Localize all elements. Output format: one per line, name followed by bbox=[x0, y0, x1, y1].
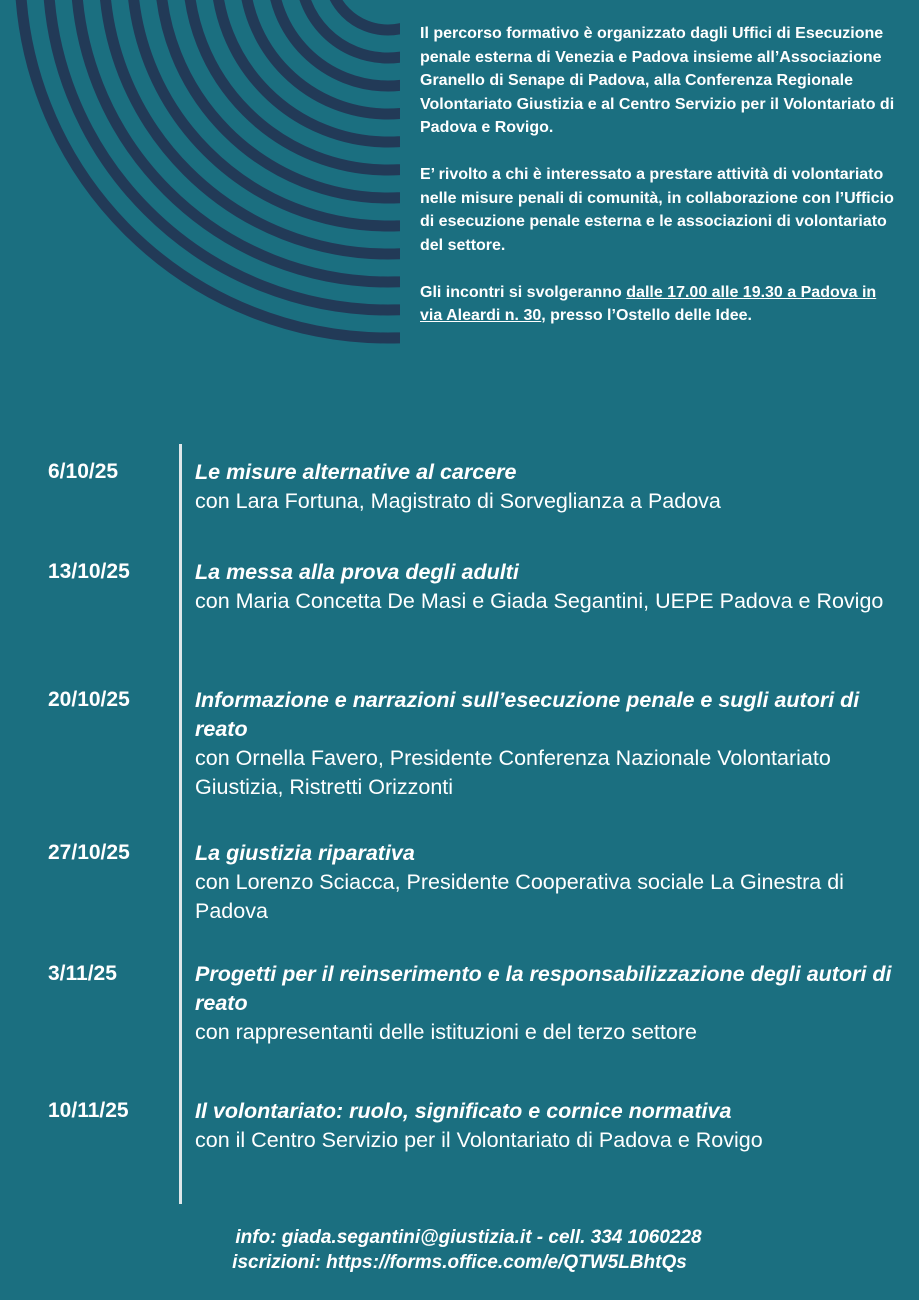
event-title: Informazione e narrazioni sull’esecuzione penale e sugli autori di reato bbox=[195, 688, 860, 741]
intro-schedule-location: dalle 17.00 alle 19.30 a Padova in via Aleardi n. 30 bbox=[420, 283, 877, 324]
intro-paragraph-2: E’ rivolto a chi è interessato a prestare attività di volontariato nelle misure penali di comunità, in collaborazione con l’Ufficio di esecuzione penale esterna e le associazioni di volontariato del settore. bbox=[420, 166, 894, 254]
intro-schedule-suffix: , presso l’Ostello delle Idee. bbox=[541, 307, 752, 324]
intro-schedule-prefix: Gli incontri si svolgeranno bbox=[420, 283, 627, 301]
event-details bbox=[195, 1097, 895, 1155]
intro-paragraph-1: Il percorso formativo è organizzato dagli Uffici di Esecuzione penale esterna di Venezia e Padova insieme all’Associazione Granello di Senape di Padova, alla Conferenza Regionale Volontariato Giustizia e al Centro Servizio per il Volontariato di Padova e Rovigo. bbox=[420, 25, 895, 136]
event-title: Le misure alternative al carcere bbox=[195, 460, 517, 484]
signup-link[interactable]: iscrizioni: https://forms.office.com/e/QTW5LBhtQs bbox=[232, 1252, 687, 1273]
event-details bbox=[195, 558, 895, 616]
event-date: 27/10/25 bbox=[48, 841, 130, 864]
decorative-arc bbox=[216, 0, 400, 142]
event-title: La giustizia riparativa bbox=[195, 841, 415, 865]
event-date: 6/10/25 bbox=[48, 460, 119, 483]
event-date: 20/10/25 bbox=[48, 688, 130, 711]
event-details bbox=[195, 839, 895, 926]
event-speaker: con Lorenzo Sciacca, Presidente Cooperativa sociale La Ginestra di Padova bbox=[195, 870, 844, 923]
intro-text bbox=[420, 22, 900, 351]
event-title: La messa alla prova degli adulti bbox=[195, 560, 519, 584]
event-title: Progetti per il reinserimento e la responsabilizzazione degli autori di reato bbox=[195, 962, 892, 1015]
event-date: 3/11/25 bbox=[48, 962, 117, 985]
event-date: 10/11/25 bbox=[48, 1099, 129, 1122]
event-speaker: con Ornella Favero, Presidente Conferenza Nazionale Volontariato Giustizia, Ristretti Orizzonti bbox=[195, 746, 831, 799]
event-date: 13/10/25 bbox=[48, 560, 130, 583]
contact-footer bbox=[0, 1225, 919, 1275]
contact-info: info: giada.segantini@giustizia.it - cell. 334 1060228 bbox=[235, 1227, 702, 1248]
event-speaker: con Lara Fortuna, Magistrato di Sorveglianza a Padova bbox=[195, 489, 721, 513]
concentric-arcs-decoration bbox=[0, 0, 400, 380]
event-details bbox=[195, 458, 895, 516]
event-speaker: con Maria Concetta De Masi e Giada Segantini, UEPE Padova e Rovigo bbox=[195, 589, 884, 613]
event-speaker: con rappresentanti delle istituzioni e del terzo settore bbox=[195, 1020, 697, 1044]
timeline-divider bbox=[179, 444, 182, 1204]
event-details bbox=[195, 686, 895, 802]
decorative-arc bbox=[328, 0, 400, 30]
event-title: Il volontariato: ruolo, significato e cornice normativa bbox=[195, 1099, 732, 1123]
event-details bbox=[195, 960, 895, 1047]
event-speaker: con il Centro Servizio per il Volontariato di Padova e Rovigo bbox=[195, 1128, 763, 1152]
intro-paragraph-3 bbox=[420, 281, 900, 328]
